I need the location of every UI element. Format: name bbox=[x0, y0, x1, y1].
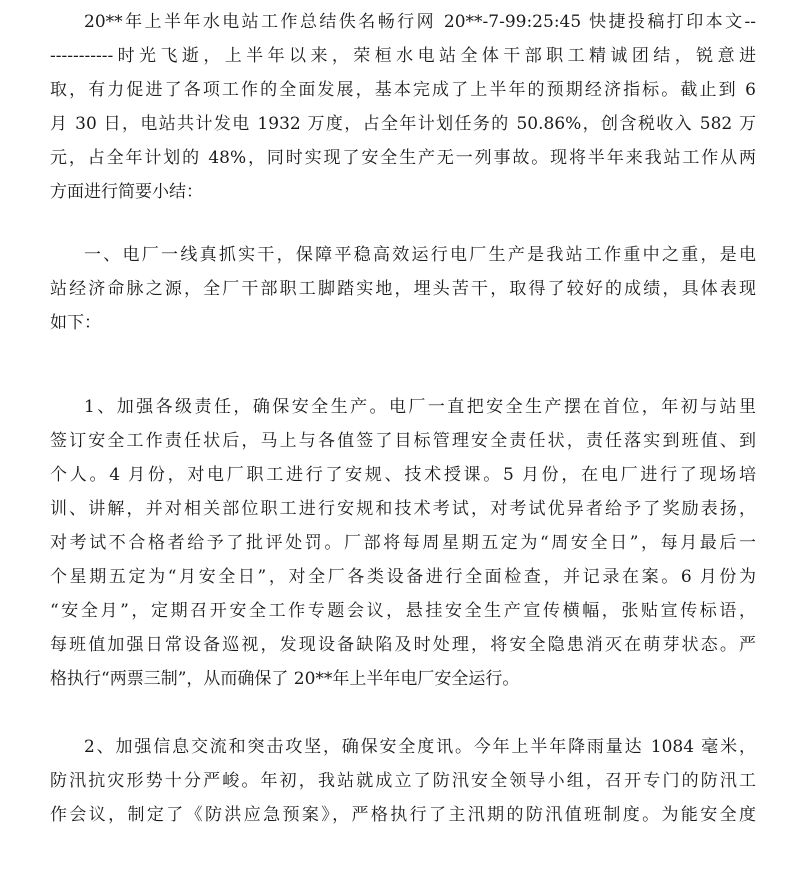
paragraph-3-line-7: “安全月”，定期召开安全工作专题会议，悬挂安全生产宣传横幅，张贴宣传标语， bbox=[50, 601, 756, 621]
paragraph-2-line-1: 一、电厂一线真抓实干，保障平稳高效运行电厂生产是我站工作重中之重，是电 bbox=[84, 245, 756, 265]
paragraph-3-line-4: 训、讲解，并对相关部位职工进行安规和技术考试，对考试优异者给予了奖励表扬， bbox=[50, 499, 756, 519]
paragraph-1-line-5: 元，占全年计划的 48%，同时实现了安全生产无一列事故。现将半年来我站工作从两 bbox=[50, 148, 756, 168]
paragraph-2-line-3: 如下： bbox=[50, 313, 101, 333]
paragraph-4-line-3: 作会议，制定了《防洪应急预案》，严格执行了主汛期的防汛值班制度。为能安全度 bbox=[50, 805, 756, 825]
paragraph-1-line-6: 方面进行简要小结： bbox=[50, 182, 203, 202]
paragraph-3-line-6: 个星期五定为“月安全日”，对全厂各类设备进行全面检查，并记录在案。6 月份为 bbox=[50, 567, 756, 587]
paragraph-3-line-8: 每班值加强日常设备巡视，发现设备缺陷及时处理，将安全隐患消灭在萌芽状态。严 bbox=[50, 635, 756, 655]
paragraph-3-line-2: 签订安全工作责任状后，马上与各值签了目标管理安全责任状，责任落实到班值、到 bbox=[50, 431, 756, 451]
paragraph-3-line-3: 个人。4 月份，对电厂职工进行了安规、技术授课。5 月份，在电厂进行了现场培 bbox=[50, 465, 756, 485]
paragraph-1-line-4: 月 30 日，电站共计发电 1932 万度，占全年计划任务的 50.86%，创含税收入 582 万 bbox=[50, 114, 756, 134]
paragraph-4-line-2: 防汛抗灾形势十分严峻。年初，我站就成立了防汛安全领导小组，召开专门的防汛工 bbox=[50, 771, 756, 791]
paragraph-3-line-9: 格执行“两票三制”，从而确保了 20**年上半年电厂安全运行。 bbox=[50, 669, 520, 689]
paragraph-1-line-3: 取，有力促进了各项工作的全面发展，基本完成了上半年的预期经济指标。截止到 6 bbox=[50, 80, 756, 100]
paragraph-3-line-1: 1、加强各级责任，确保安全生产。电厂一直把安全生产摆在首位，年初与站里 bbox=[84, 397, 756, 417]
paragraph-4-line-1: 2、加强信息交流和突击攻坚，确保安全度讯。今年上半年降雨量达 1084 毫米， bbox=[84, 737, 756, 757]
paragraph-1-line-2: -----------时光飞逝，上半年以来，荣桓水电站全体干部职工精诚团结，锐意进 bbox=[50, 46, 756, 66]
paragraph-1-line-1: 20**年上半年水电站工作总结佚名畅行网 20**-7-99:25:45 快捷投稿打印本文-- bbox=[84, 12, 756, 32]
paragraph-2-line-2: 站经济命脉之源，全厂干部职工脚踏实地，埋头苦干，取得了较好的成绩，具体表现 bbox=[50, 279, 756, 299]
paragraph-3-line-5: 对考试不合格者给予了批评处罚。厂部将每周星期五定为“周安全日”，每月最后一 bbox=[50, 533, 756, 553]
